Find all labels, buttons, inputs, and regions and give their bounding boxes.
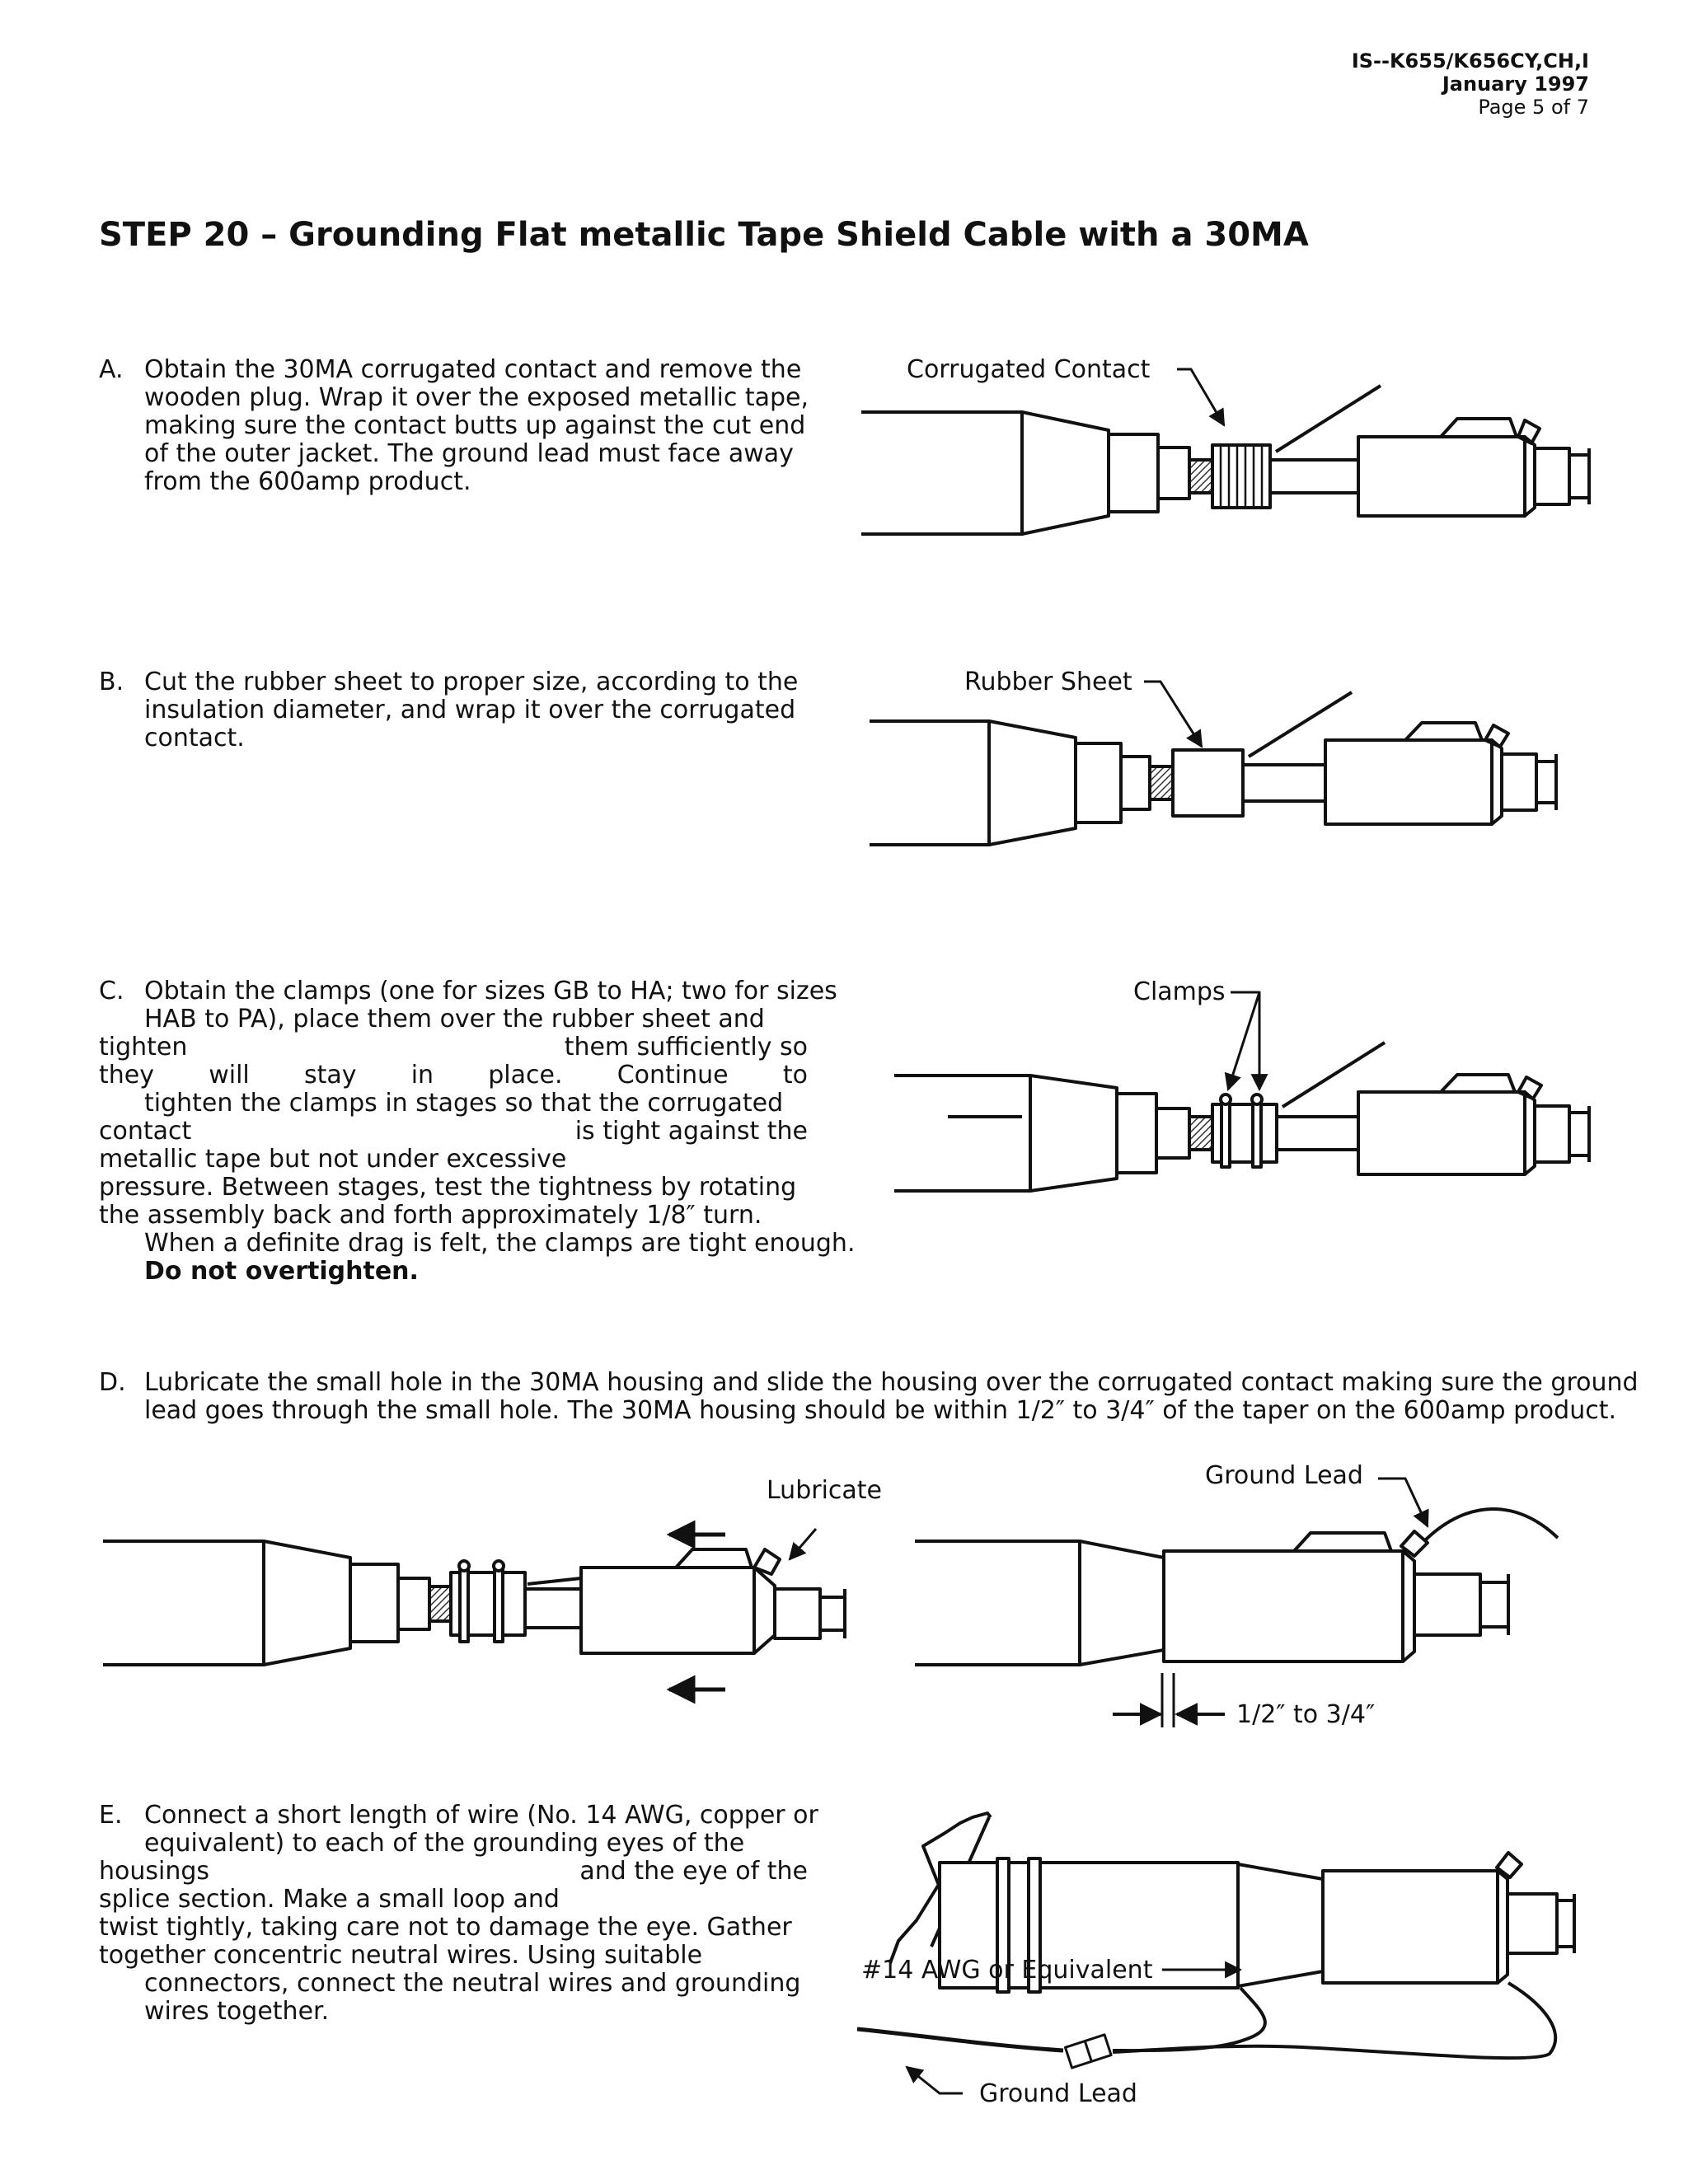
step-line: HAB to PA), place them over the rubber sheet and bbox=[144, 1005, 765, 1033]
step-line: contact is tight against the bbox=[99, 1117, 808, 1146]
step-line: Obtain the 30MA corrugated contact and remove the bbox=[144, 355, 802, 384]
step-letter: C. bbox=[99, 977, 124, 1005]
page-number: Page 5 of 7 bbox=[1478, 96, 1589, 119]
step-line: lead goes through the small hole. The 30MA housing should be within 1/2″ to 3/4″ of the taper on the 600amp product. bbox=[144, 1396, 1616, 1425]
step-warning: Do not overtighten. bbox=[144, 1257, 419, 1286]
step-line: splice section. Make a small loop and bbox=[99, 1885, 560, 1914]
step-line: wires together. bbox=[144, 1997, 330, 2026]
figure-e-ground-wiring bbox=[857, 1813, 1574, 2093]
label-corrugated-contact: Corrugated Contact bbox=[907, 355, 1151, 384]
step-line: tighten the clamps in stages so that the corrugated bbox=[144, 1089, 784, 1118]
step-line: contact. bbox=[144, 724, 245, 752]
step-title: STEP 20 – Grounding Flat metallic Tape Shield Cable with a 30MA bbox=[99, 216, 1309, 254]
step-line: of the outer jacket. The ground lead must face away bbox=[144, 439, 794, 468]
step-letter: E. bbox=[99, 1801, 123, 1830]
step-letter: D. bbox=[99, 1368, 126, 1397]
figure-b-rubber-sheet bbox=[870, 682, 1556, 845]
step-line: twist tightly, taking care not to damage the eye. Gather bbox=[99, 1913, 792, 1942]
step-line: equivalent) to each of the grounding eyes of the bbox=[144, 1829, 745, 1858]
step-line: insulation diameter, and wrap it over the corrugated bbox=[144, 696, 796, 724]
step-line: from the 600amp product. bbox=[144, 467, 471, 496]
step-line: metallic tape but not under excessive bbox=[99, 1145, 567, 1174]
figure-d-ground-lead bbox=[915, 1479, 1558, 1727]
label-lubricate: Lubricate bbox=[767, 1476, 883, 1505]
step-line: Obtain the clamps (one for sizes GB to HA; two for sizes bbox=[144, 977, 837, 1005]
step-line: housings and the eye of the bbox=[99, 1857, 808, 1886]
step-line: connectors, connect the neutral wires and grounding bbox=[144, 1969, 801, 1998]
step-line: Cut the rubber sheet to proper size, according to the bbox=[144, 668, 799, 696]
document-id: IS--K655/K656CY,CH,I bbox=[1351, 49, 1589, 73]
label-rubber-sheet: Rubber Sheet bbox=[964, 668, 1132, 696]
step-line: they will stay in place. Continue to bbox=[99, 1061, 808, 1090]
label-awg-wire: #14 AWG or Equivalent bbox=[861, 1956, 1153, 1985]
step-line: wooden plug. Wrap it over the exposed metallic tape, bbox=[144, 383, 809, 412]
step-line: together concentric neutral wires. Using suitable bbox=[99, 1941, 703, 1970]
step-line: When a definite drag is felt, the clamps are tight enough. bbox=[144, 1229, 856, 1258]
figure-d-lubricate bbox=[103, 1529, 845, 1690]
step-line: tighten them sufficiently so bbox=[99, 1033, 808, 1062]
step-letter: A. bbox=[99, 355, 124, 384]
figure-c-clamps bbox=[894, 992, 1589, 1191]
label-clamps: Clamps bbox=[1133, 977, 1226, 1006]
step-line: the assembly back and forth approximately 1/8″ turn. bbox=[99, 1201, 762, 1230]
label-ground-lead-e: Ground Lead bbox=[979, 2079, 1137, 2108]
step-line: Lubricate the small hole in the 30MA housing and slide the housing over the corrugated contact making sure the ground bbox=[144, 1368, 1639, 1397]
step-line: Connect a short length of wire (No. 14 AWG, copper or bbox=[144, 1801, 818, 1830]
document-date: January 1997 bbox=[1442, 73, 1589, 96]
step-letter: B. bbox=[99, 668, 124, 696]
figure-a-corrugated-contact bbox=[861, 369, 1589, 534]
step-line: making sure the contact butts up against the cut end bbox=[144, 411, 806, 440]
label-dimension: 1/2″ to 3/4″ bbox=[1236, 1700, 1376, 1729]
label-ground-lead-d: Ground Lead bbox=[1205, 1461, 1363, 1490]
step-line: pressure. Between stages, test the tightness by rotating bbox=[99, 1173, 797, 1202]
